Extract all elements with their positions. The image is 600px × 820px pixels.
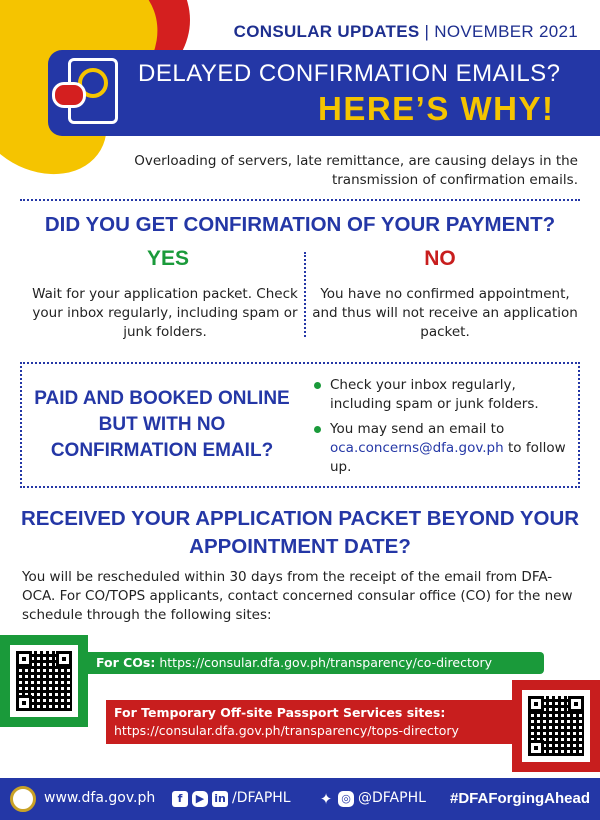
linkedin-icon[interactable]: in [212,791,228,807]
dfa-seal-icon [10,786,36,812]
no-label: NO [424,247,456,270]
no-confirmation-tips [312,376,574,483]
banner-title-line2: HERE’S WHY! [318,90,555,127]
hand-icon [52,82,86,108]
tip-item [312,420,574,477]
intro-text: Overloading of servers, late remittance, are causing delays in the transmission of confirmation emails. [134,153,578,188]
series-title: CONSULAR UPDATES [233,22,420,41]
co-directory-qr-code[interactable] [10,645,78,717]
tops-directory-box [106,700,512,744]
footer-hashtag: #DFAForgingAhead [449,790,590,807]
tops-directory-qr-code[interactable] [522,690,590,762]
footer-handle-at-dfaphl[interactable]: @DFAPHL [358,790,426,806]
yes-no-divider [304,252,306,337]
header-series [234,22,578,42]
section-divider [20,199,580,201]
payment-question-heading: DID YOU GET CONFIRMATION OF YOUR PAYMENT? [44,213,556,236]
tops-label: For Temporary Off-site Passport Services sites: [114,705,446,720]
tip-item [312,376,574,414]
yes-label: YES [146,247,190,270]
bullet-icon [314,382,321,389]
instagram-icon[interactable]: ◎ [338,791,354,807]
reschedule-heading: RECEIVED YOUR APPLICATION PACKET BEYOND YOUR APPOINTMENT DATE? [20,507,580,558]
co-directory-bar [88,652,544,674]
yes-answer-text: Wait for your application packet. Check your inbox regularly, including spam or junk folders. [32,286,298,340]
tops-directory-link[interactable]: https://consular.dfa.gov.ph/transparency/tops-directory [114,723,459,738]
tip-text: Check your inbox regularly, including spam or junk folders. [330,377,539,412]
no-answer-text: You have no confirmed appointment, and thus will not receive an application packet. [312,286,578,340]
co-label: For COs: [96,655,156,670]
no-confirmation-heading: PAID AND BOOKED ONLINE BUT WITH NO CONFIRMATION EMAIL? [34,388,290,461]
header-date: NOVEMBER 2021 [434,22,578,41]
twitter-icon[interactable]: ✦ [319,790,333,808]
banner-title-line1: DELAYED CONFIRMATION EMAILS? [138,60,561,87]
facebook-icon[interactable]: f [172,791,188,807]
tip-text-suffix: to follow up. [330,440,566,475]
reschedule-body: You will be rescheduled within 30 days from the receipt of the email from DFA-OCA. For CO/TOPS applicants, contact concerned consular office (CO) for the new schedule through the following sites: [22,569,573,623]
tip-text-prefix: You may send an email to [330,421,505,437]
co-directory-link[interactable]: https://consular.dfa.gov.ph/transparency/co-directory [159,655,493,670]
bullet-icon [314,426,321,433]
youtube-icon[interactable]: ▶ [192,791,208,807]
footer-website[interactable]: www.dfa.gov.ph [44,790,156,806]
support-email-link[interactable]: oca.concerns@dfa.gov.ph [330,440,504,456]
header-separator: | [419,22,435,41]
footer-handle-dfaphl[interactable]: /DFAPHL [232,790,291,806]
